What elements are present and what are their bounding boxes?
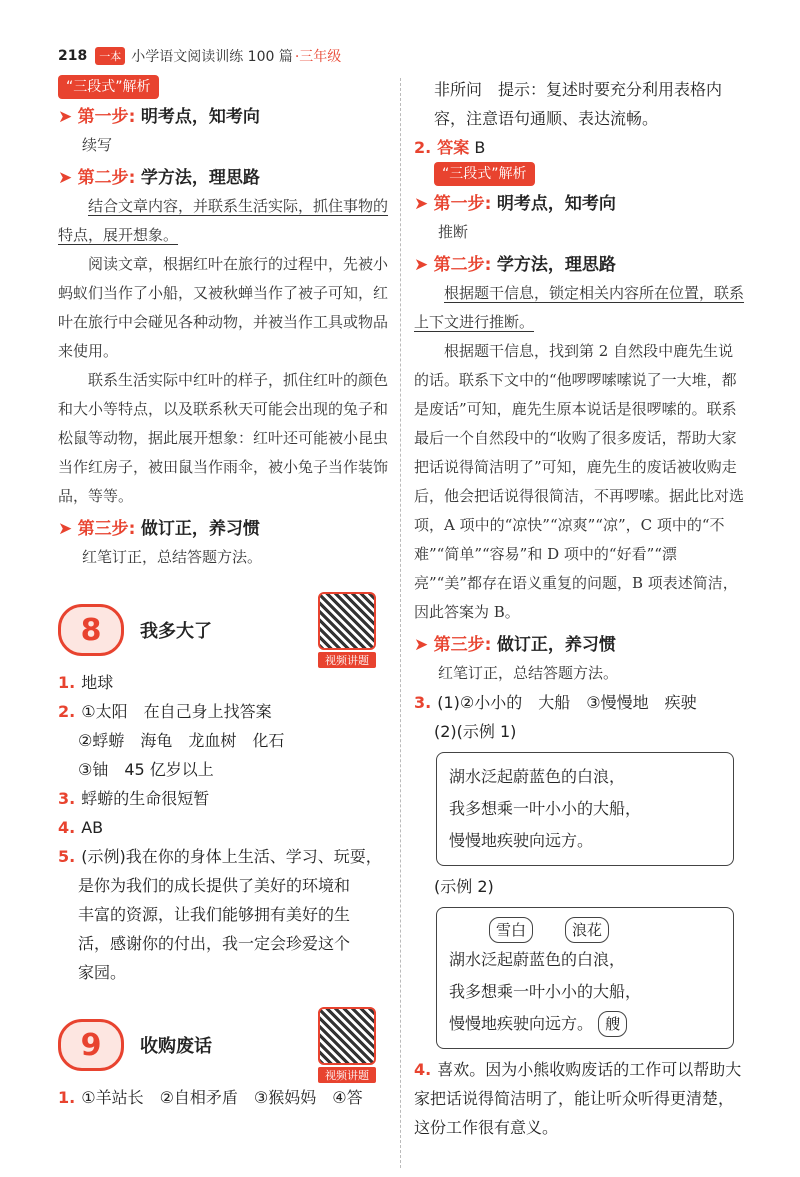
page-header xyxy=(58,44,341,68)
answer-4: 4. 喜欢。因为小熊收购废话的工作可以帮助大家把话说得简洁明了，能让听众听得更清楚，这份工作很有意义。 xyxy=(414,1060,742,1137)
lesson-8-header xyxy=(58,592,390,668)
step3-content: 红笔订正，总结答题方法。 xyxy=(438,664,619,682)
step2-paragraph-1: 阅读文章，根据红叶在旅行的过程中，先被小蚂蚁们当作了小船，又被秋蝉当作了被子可知，红叶在旅行中会碰见各种动物，并被当作工具或物品来使用。 xyxy=(58,255,389,360)
answer-3: 3. 蜉蝣的生命很短暂 xyxy=(58,789,210,808)
step1-label: 第一步: xyxy=(77,107,136,127)
revision-example-1: 湖水泛起蔚蓝色的白浪， 我多想乘一叶小小的大船， 慢慢地疾驶向远方。 xyxy=(436,752,734,866)
step2-method: 根据题干信息，锁定相关内容所在位置，联系上下文进行推断。 xyxy=(414,284,745,331)
brand-logo: 一本 xyxy=(95,47,125,65)
step3: ➤ 第三步: 做订正，养习惯 xyxy=(58,519,260,539)
step1-content: 推断 xyxy=(438,223,469,241)
lesson-title: 收购废话 xyxy=(140,1036,212,1057)
answer-2: 2. ①太阳 在自己身上找答案 ②蜉蝣 海龟 龙血树 化石 ③铀 45 亿岁以上 xyxy=(58,702,285,779)
right-column xyxy=(414,75,744,1142)
column-divider xyxy=(400,78,401,1168)
revision-example-2: 雪白 浪花 湖水泛起蔚蓝色的白浪， 我多想乘一叶小小的大船， 慢慢地疾驶向远方。 艘 xyxy=(436,907,734,1049)
answer-5: 5. (示例)我在你的身体上生活、学习、玩耍， 是你为我们的成长提供了美好的环境和 丰富的资源，让我们能够拥有美好的生 活，感谢你的付出，我一定会珍爱这个 家园。 xyxy=(58,847,382,982)
qr-label: 视频讲题 xyxy=(318,1067,376,1083)
step2-title: 学方法，理思路 xyxy=(140,168,260,188)
qr-code[interactable] xyxy=(318,592,376,668)
lesson-9-header xyxy=(58,1007,390,1083)
analysis-tag: “三段式”解析 xyxy=(58,75,159,99)
step1-title: 明考点，知考向 xyxy=(140,107,260,127)
step2-paragraph: 根据题干信息，找到第 2 自然段中鹿先生说的话。联系下文中的“他啰啰嗦嗦说了一大堆，都是废话”可知，鹿先生原本说话是很啰嗦的。联系最后一个自然段中的“收购了很多废话，帮助大家把话说得简洁明了”可知，鹿先生的废话被收购走后，他会把话说得很简洁，不再啰嗦。据此比对选项，A 项中的“凉快”“凉爽”“凉”，C 项中的“不难”“简单”“容易”和 D 项中的“好看”“漂亮”“美”都存在语义重复的问题，B 项表述简洁，因此答案为 B。 xyxy=(414,342,745,621)
qr-code[interactable] xyxy=(318,1007,376,1083)
answer-9-1: 1. ①羊站长 ②自相矛盾 ③猴妈妈 ④答 xyxy=(58,1088,363,1107)
step1: ➤ 第一步: 明考点，知考向 xyxy=(414,194,616,214)
answer-4: 4. AB xyxy=(58,818,104,837)
lesson-number: 8 xyxy=(58,604,124,656)
lesson-title: 我多大了 xyxy=(140,621,212,642)
step3-content: 红笔订正，总结答题方法。 xyxy=(82,548,263,566)
page-number: 218 xyxy=(58,48,88,64)
answer-3: 3. (1)②小小的 大船 ③慢慢地 疾驶 (2)(示例 1) xyxy=(414,693,697,741)
grade-label: ·三年级 xyxy=(294,49,342,65)
book-title: 小学语文阅读训练 100 篇 xyxy=(131,49,293,65)
analysis-tag: “三段式”解析 xyxy=(434,162,535,186)
answer-1-continued: 非所问 提示：复述时要充分利用表格内容，注意语句通顺、表达流畅。 xyxy=(434,80,723,128)
step3-label: 第三步: xyxy=(77,519,136,539)
lesson-number: 9 xyxy=(58,1019,124,1071)
step1-content: 续写 xyxy=(82,136,113,154)
example-2-label: (示例 2) xyxy=(434,877,494,896)
step2-label: 第二步: xyxy=(77,168,136,188)
answer-2: 2. 答案 B xyxy=(414,138,486,157)
step3: ➤ 第三步: 做订正，养习惯 xyxy=(414,635,616,655)
qr-icon xyxy=(318,1007,376,1065)
step2: ➤ 第二步: 学方法，理思路 xyxy=(414,255,616,275)
step3-title: 做订正，养习惯 xyxy=(140,519,260,539)
qr-label: 视频讲题 xyxy=(318,652,376,668)
step2-paragraph-2: 联系生活实际中红叶的样子，抓住红叶的颜色和大小等特点，以及联系秋天可能会出现的兔子和松鼠等动物，据此展开想象：红叶还可能被小昆虫当作红房子，被田鼠当作雨伞，被小兔子当作装饰品，等等。 xyxy=(58,371,389,505)
step2: ➤ 第二步: 学方法，理思路 xyxy=(58,168,260,188)
qr-icon xyxy=(318,592,376,650)
left-column xyxy=(58,75,390,1112)
step1: ➤ 第一步: 明考点，知考向 xyxy=(58,107,260,127)
step2-method: 结合文章内容，并联系生活实际，抓住事物的特点，展开想象。 xyxy=(58,197,389,244)
answer-1: 1. 地球 xyxy=(58,673,114,692)
